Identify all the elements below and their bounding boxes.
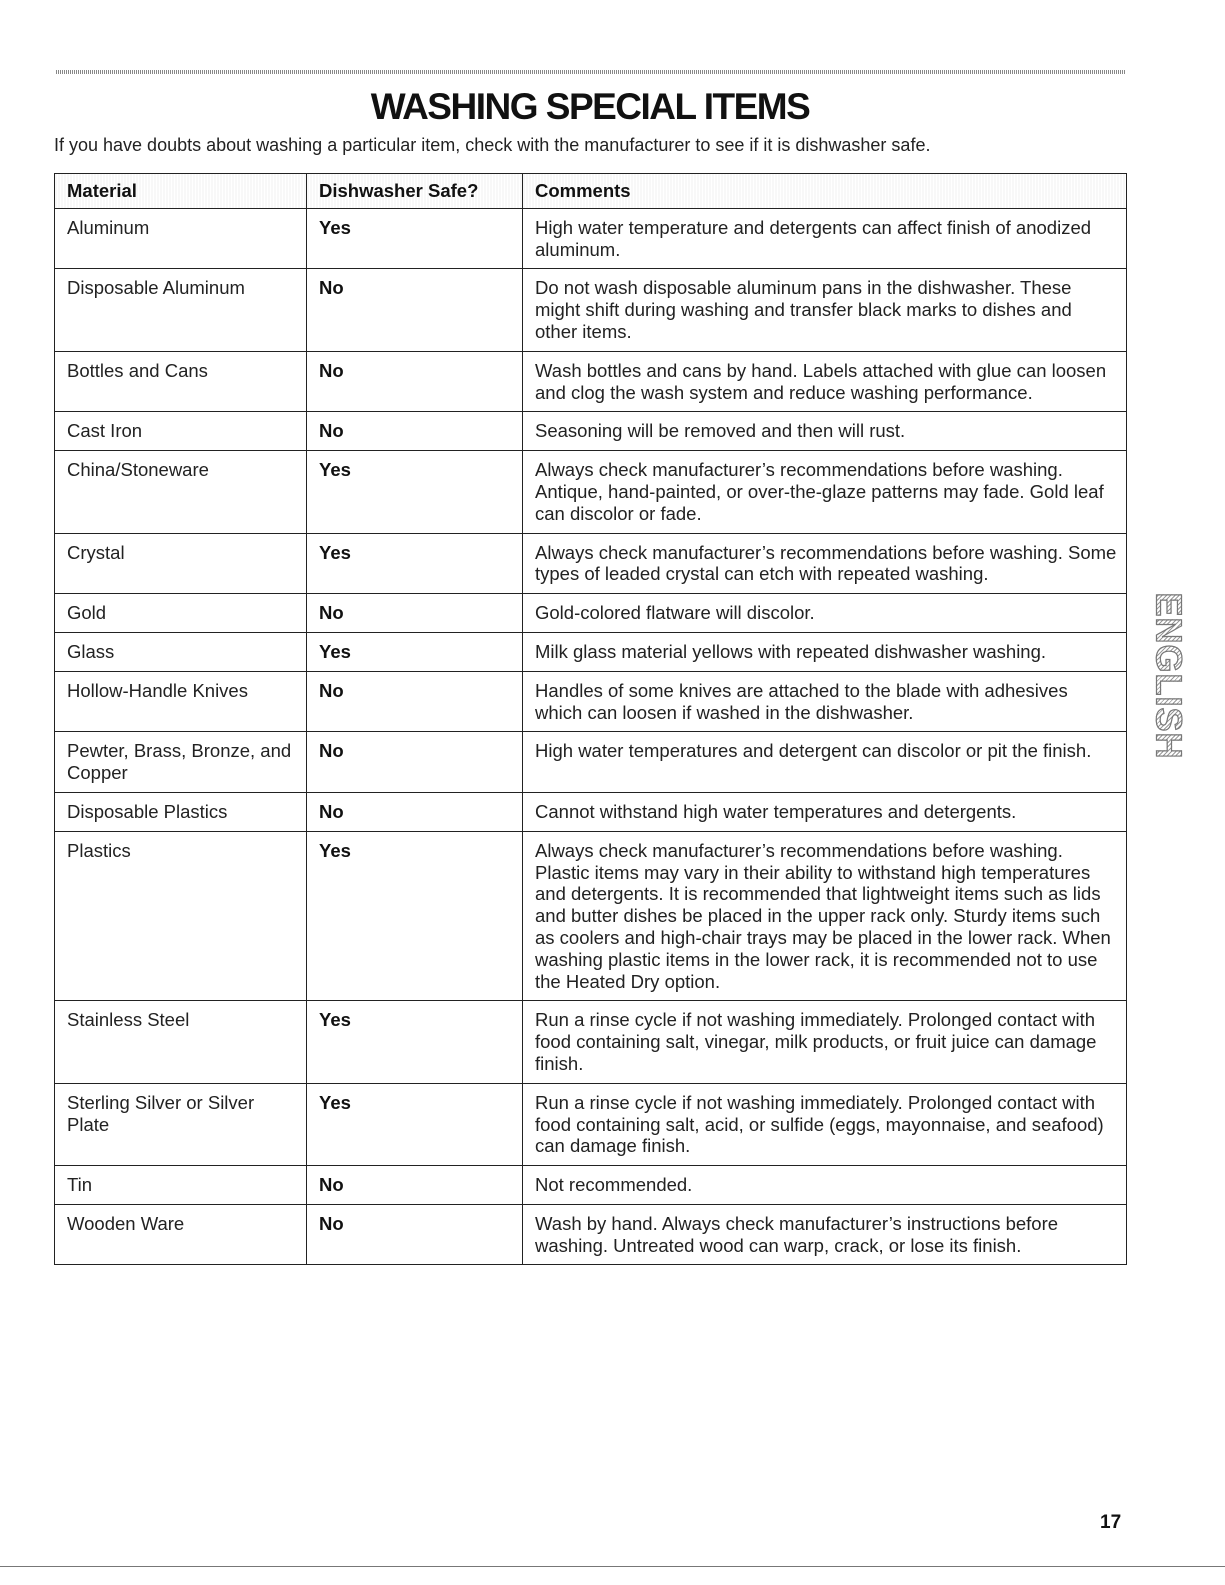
table-row xyxy=(55,732,1127,793)
material-cell: Pewter, Brass, Bronze, and Copper xyxy=(55,732,307,793)
material-cell: Plastics xyxy=(55,831,307,1001)
material-cell: Gold xyxy=(55,594,307,633)
safe-cell: Yes xyxy=(307,1001,523,1083)
safe-cell: Yes xyxy=(307,451,523,533)
material-cell: Hollow-Handle Knives xyxy=(55,671,307,732)
table-row xyxy=(55,792,1127,831)
material-cell: China/Stoneware xyxy=(55,451,307,533)
table-row xyxy=(55,451,1127,533)
bottom-divider xyxy=(0,1566,1225,1567)
material-cell: Cast Iron xyxy=(55,412,307,451)
special-items-table xyxy=(54,173,1127,1265)
material-cell: Crystal xyxy=(55,533,307,594)
safe-cell: No xyxy=(307,1166,523,1205)
safe-cell: No xyxy=(307,594,523,633)
table-row xyxy=(55,1083,1127,1165)
material-cell: Bottles and Cans xyxy=(55,351,307,412)
comment-cell: Always check manufacturer’s recommendations before washing. Some types of leaded crystal can etch with repeated washing. xyxy=(523,533,1127,594)
table-row xyxy=(55,1204,1127,1265)
language-side-tab xyxy=(1148,566,1190,786)
comment-cell: Always check manufacturer’s recommendations before washing. Plastic items may vary in their ability to withstand high temperatures and detergents. It is recommended that lightweight items such as lids and butter dishes be placed in the upper rack only. Sturdy items such as coolers and high-chair trays may be placed in the lower rack. When washing plastic items in the lower rack, it is recommended not to use the Heated Dry option. xyxy=(523,831,1127,1001)
table-row xyxy=(55,269,1127,351)
table-row xyxy=(55,671,1127,732)
material-cell: Wooden Ware xyxy=(55,1204,307,1265)
safe-cell: Yes xyxy=(307,831,523,1001)
safe-cell: Yes xyxy=(307,208,523,269)
header-comments: Comments xyxy=(523,174,1127,209)
material-cell: Tin xyxy=(55,1166,307,1205)
material-cell: Stainless Steel xyxy=(55,1001,307,1083)
table-row xyxy=(55,594,1127,633)
comment-cell: Wash bottles and cans by hand. Labels attached with glue can loosen and clog the wash system and reduce washing performance. xyxy=(523,351,1127,412)
safe-cell: No xyxy=(307,412,523,451)
safe-cell: No xyxy=(307,1204,523,1265)
top-divider xyxy=(56,70,1126,74)
header-material: Material xyxy=(55,174,307,209)
table-row xyxy=(55,533,1127,594)
table-row xyxy=(55,1166,1127,1205)
comment-cell: Always check manufacturer’s recommendations before washing. Antique, hand-painted, or over-the-glaze patterns may fade. Gold leaf can discolor or fade. xyxy=(523,451,1127,533)
safe-cell: No xyxy=(307,732,523,793)
safe-cell: Yes xyxy=(307,1083,523,1165)
material-cell: Sterling Silver or Silver Plate xyxy=(55,1083,307,1165)
material-cell: Glass xyxy=(55,632,307,671)
comment-cell: Not recommended. xyxy=(523,1166,1127,1205)
material-cell: Disposable Aluminum xyxy=(55,269,307,351)
table-row xyxy=(55,351,1127,412)
comment-cell: Seasoning will be removed and then will rust. xyxy=(523,412,1127,451)
material-cell: Aluminum xyxy=(55,208,307,269)
comment-cell: Wash by hand. Always check manufacturer’s instructions before washing. Untreated wood can warp, crack, or lose its finish. xyxy=(523,1204,1127,1265)
table-row xyxy=(55,1001,1127,1083)
comment-cell: Handles of some knives are attached to the blade with adhesives which can loosen if washed in the dishwasher. xyxy=(523,671,1127,732)
safe-cell: No xyxy=(307,269,523,351)
comment-cell: High water temperature and detergents can affect finish of anodized aluminum. xyxy=(523,208,1127,269)
material-cell: Disposable Plastics xyxy=(55,792,307,831)
comment-cell: High water temperatures and detergent can discolor or pit the finish. xyxy=(523,732,1127,793)
table-row xyxy=(55,208,1127,269)
table-row xyxy=(55,632,1127,671)
safe-cell: No xyxy=(307,792,523,831)
comment-cell: Milk glass material yellows with repeated dishwasher washing. xyxy=(523,632,1127,671)
safe-cell: No xyxy=(307,351,523,412)
table-row xyxy=(55,412,1127,451)
safe-cell: No xyxy=(307,671,523,732)
intro-text: If you have doubts about washing a particular item, check with the manufacturer to see if it is dishwasher safe. xyxy=(54,135,931,155)
comment-cell: Run a rinse cycle if not washing immediately. Prolonged contact with food containing salt, vinegar, milk products, or fruit juice can damage finish. xyxy=(523,1001,1127,1083)
comment-cell: Gold-colored flatware will discolor. xyxy=(523,594,1127,633)
comment-cell: Do not wash disposable aluminum pans in the dishwasher. These might shift during washing and transfer black marks to dishes and other items. xyxy=(523,269,1127,351)
comment-cell: Cannot withstand high water temperatures and detergents. xyxy=(523,792,1127,831)
table-header-row xyxy=(55,174,1127,209)
table-row xyxy=(55,831,1127,1001)
page-number: 17 xyxy=(1100,1512,1122,1533)
safe-cell: Yes xyxy=(307,632,523,671)
header-dishwasher-safe: Dishwasher Safe? xyxy=(307,174,523,209)
comment-cell: Run a rinse cycle if not washing immediately. Prolonged contact with food containing salt, acid, or sulfide (eggs, mayonnaise, and seafood) can damage finish. xyxy=(523,1083,1127,1165)
page-title: WASHING SPECIAL ITEMS xyxy=(370,86,810,127)
safe-cell: Yes xyxy=(307,533,523,594)
language-side-tab-label: ENGLISH xyxy=(1148,592,1190,760)
